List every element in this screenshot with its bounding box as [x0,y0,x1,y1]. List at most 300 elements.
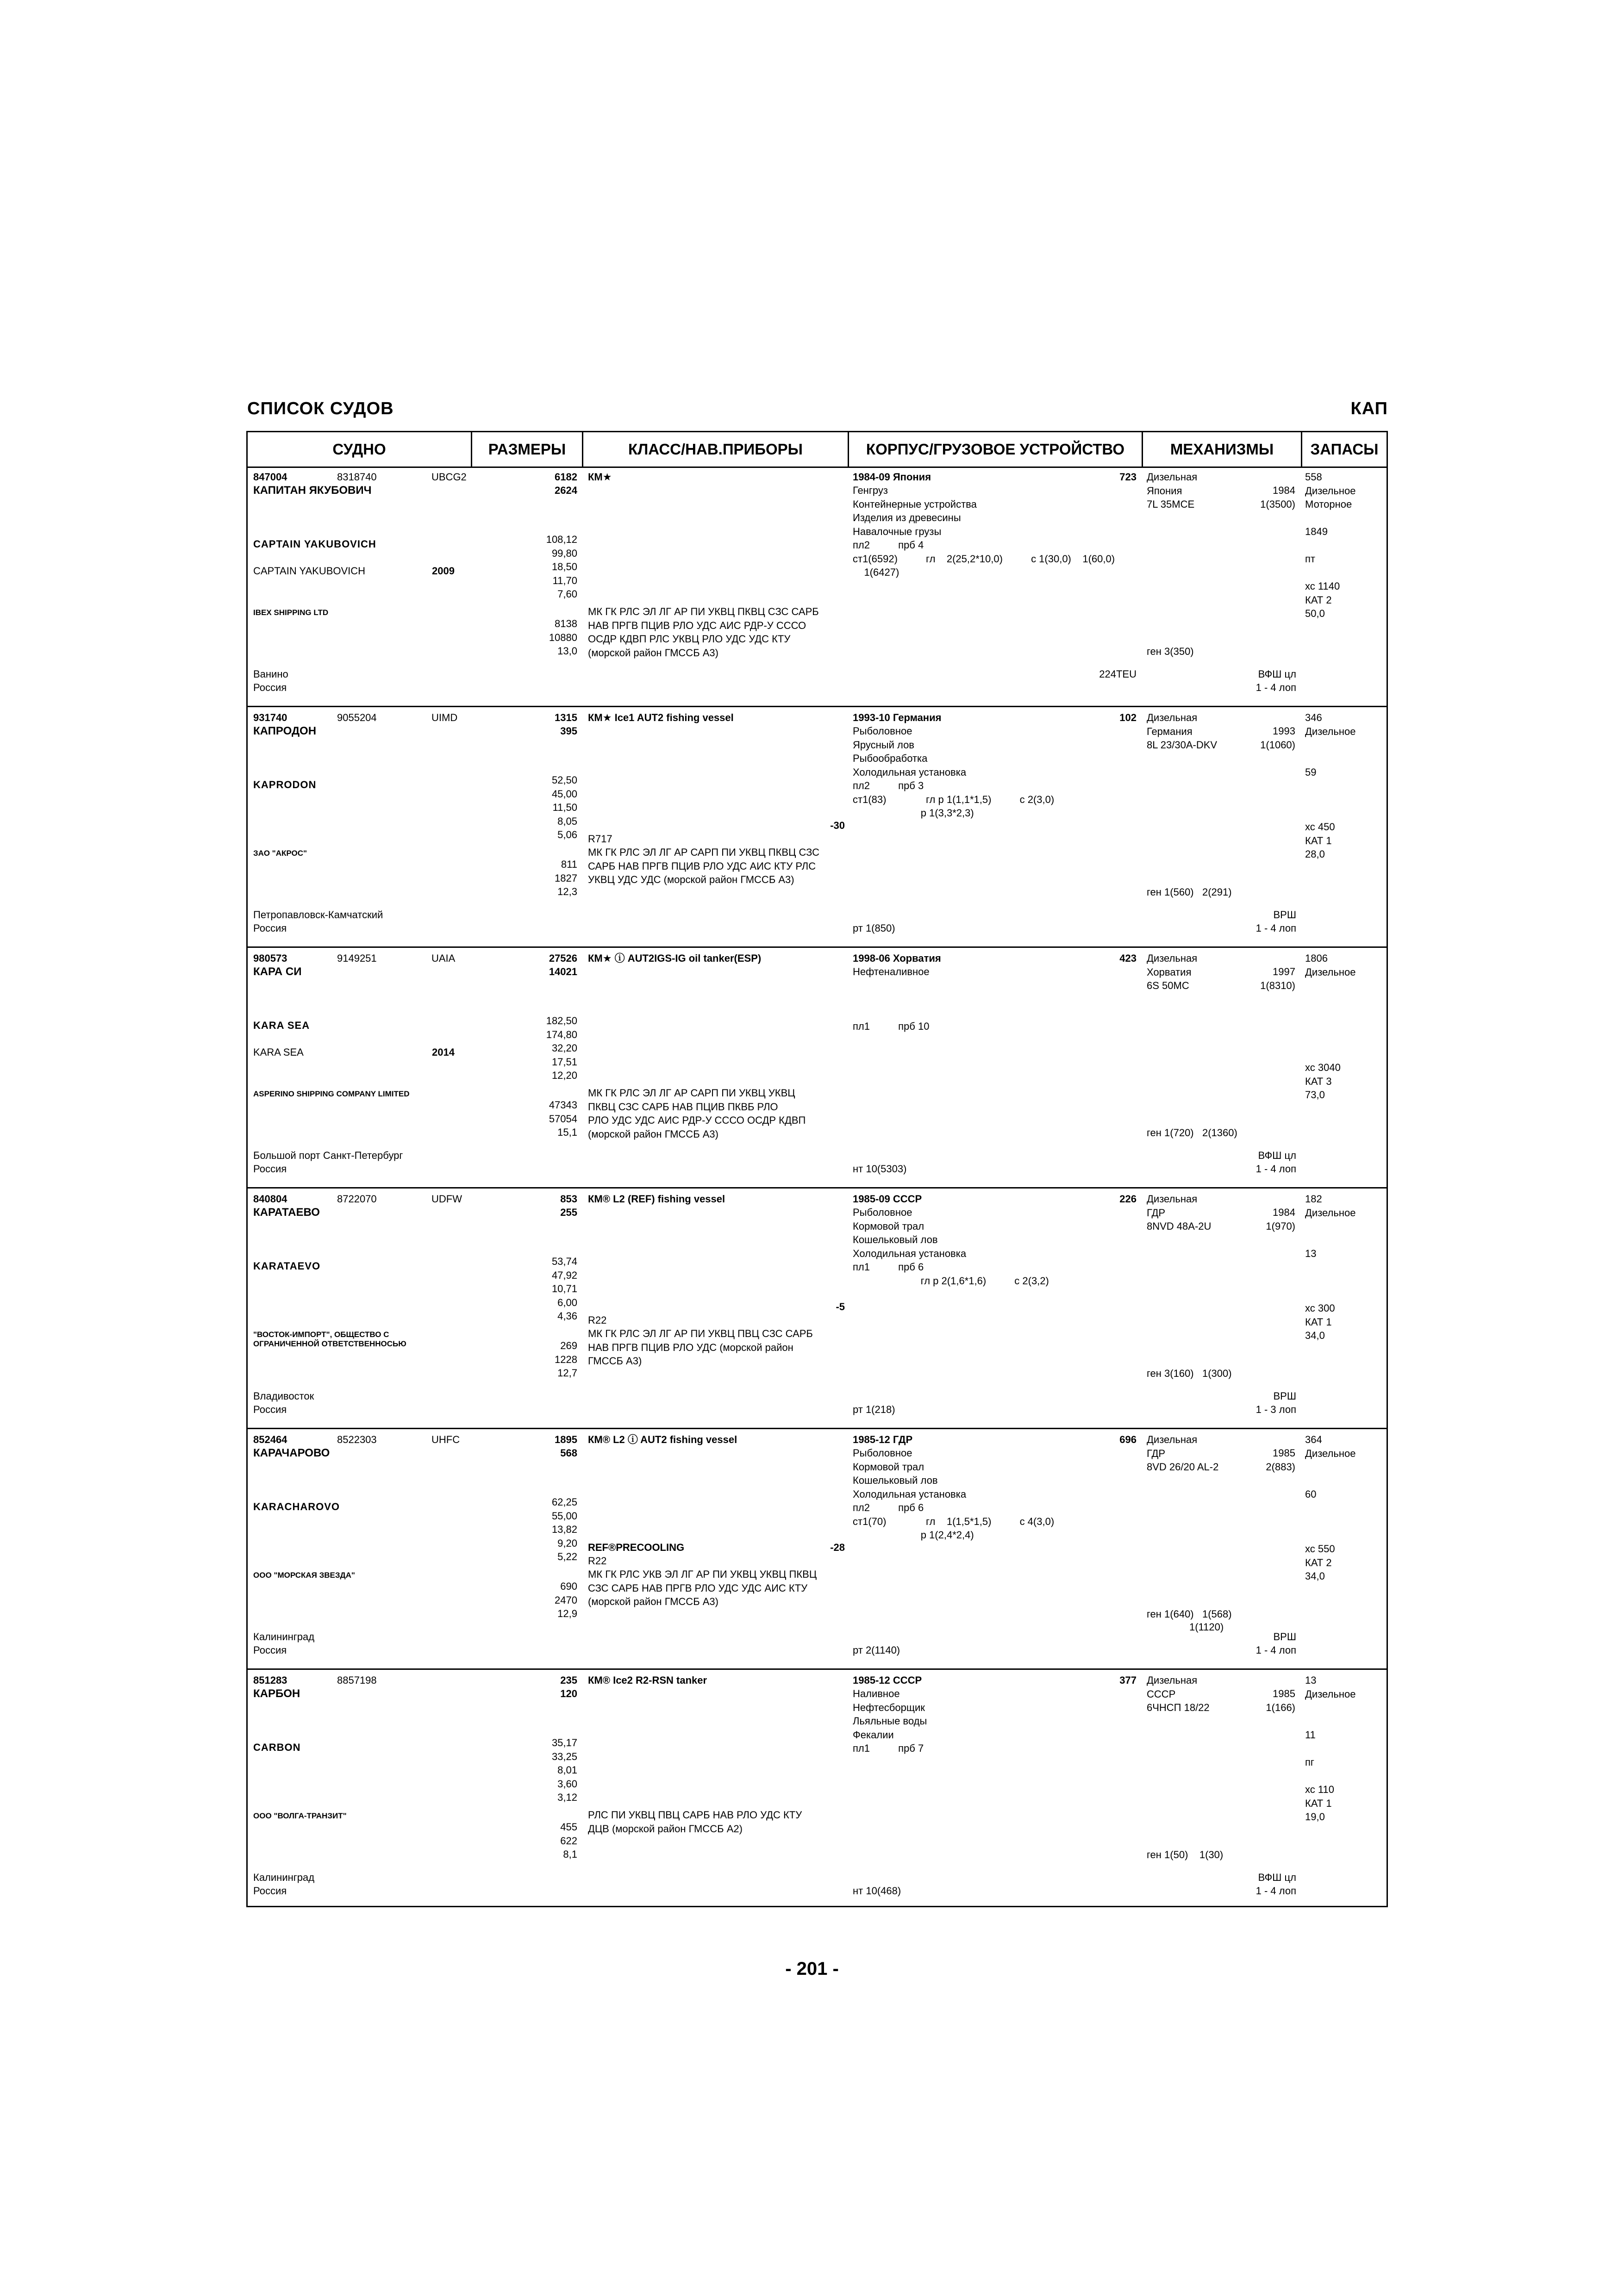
cargo-pumps: рт 1(218) [853,1404,895,1415]
port: Калининград [253,1872,315,1883]
text-line: хс 3040 [1305,1062,1341,1073]
cargo-pumps: нт 10(5303) [853,1163,907,1175]
nav-equipment [588,1808,802,1836]
owner: IBEX SHIPPING LTD [253,608,329,617]
text-line [1305,1233,1355,1247]
text-line: 5,22 [557,1551,577,1562]
net-tonnage: 14021 [549,966,577,977]
gross-tonnage: 27526 [549,952,577,964]
reg-number: 852464 [253,1434,287,1445]
engine-power: 1(970) [1266,1220,1295,1232]
former-name: CAPTAIN YAKUBOVICH [253,565,366,577]
page-title: СПИСОК СУДОВ [247,399,394,418]
page-number: - 201 - [785,1959,839,1979]
text-line: 174,80 [546,1028,577,1040]
text-line: (морской район ГМССБ А3) [588,647,718,659]
hull-cargo [853,1206,1049,1301]
text-line: 13,82 [551,1524,577,1535]
text-line: ГДР [1147,1207,1166,1219]
text-line: гл р 2(1,6*1,6) с 2(3,2) [853,1275,1049,1287]
text-line: ГДР [1147,1447,1166,1459]
text-line: Япония [1147,485,1182,497]
text-line: 455 [560,1821,577,1833]
text-line: 32,20 [551,1042,577,1054]
text-line: 2470 [555,1594,577,1606]
text-line [1305,511,1355,525]
text-line [853,1288,1049,1301]
text-line: Дизельное [1305,1688,1356,1700]
text-line [1305,1769,1355,1783]
class-notation: КМ® Ice2 R2-RSN tanker [588,1674,707,1686]
text-line: хс 550 [1305,1543,1335,1555]
generators: ген 1(720) 2(1360) [1147,1127,1237,1139]
hull-cargo [853,1687,927,1783]
text-line: ст1(70) гл 1(1,5*1,5) с 4(3,0) [853,1515,1055,1527]
build-code: 696 [1119,1434,1137,1445]
gross-tonnage: 1895 [555,1434,577,1445]
callsign: UDFW [431,1193,462,1205]
imo-number: 8522303 [337,1434,377,1445]
text-line: хс 300 [1305,1302,1335,1314]
text-line: 8,1 [563,1848,577,1860]
text-line [1305,1742,1355,1756]
text-line: КАТ 2 [1305,1556,1332,1568]
ship-entry [248,1429,1387,1670]
text-line: ДЦВ (морской район ГМССБ А2) [588,1823,743,1835]
country: Россия [253,682,287,693]
text-line: 13 [1305,1248,1317,1259]
text-line: КАТ 1 [1305,1797,1332,1809]
text-line: р 1(3,3*2,3) [853,807,974,819]
text-line: 1849 [1305,526,1328,537]
country: Россия [253,1163,287,1175]
text-line [853,1047,930,1061]
ship-name-latin: KARA SEA [253,1020,310,1031]
engine-info [1147,1433,1218,1474]
stores [1305,711,1355,861]
text-line: 6,00 [557,1296,577,1308]
text-line: 57054 [549,1113,577,1125]
text-line: Кошельковый лов [853,1234,938,1245]
stores [1305,1433,1355,1583]
text-line [853,1755,927,1769]
generators: ген 3(350) [1147,646,1194,657]
text-line: Дизельная [1147,1193,1198,1205]
text-line [1305,1529,1355,1543]
ice-note: -5 [836,1301,845,1313]
nav-equipment [588,1086,806,1141]
engine-year: 1985 [1273,1688,1295,1699]
owner: ООО "ВОЛГА-ТРАНЗИТ" [253,1811,347,1820]
text-line: 3,12 [557,1792,577,1803]
text-line: 8VD 26/20 AL-2 [1147,1461,1219,1473]
text-line: Фекалии [853,1729,894,1741]
text-line: НАВ ПРГВ ПЦИВ РЛО УДС АИС РДР-У СССО [588,619,806,631]
port: Ванино [253,668,288,680]
text-line: 53,74 [551,1256,577,1267]
text-line: 182 [1305,1193,1322,1205]
text-line: Хорватия [1147,966,1192,978]
former-year: 2009 [432,565,455,577]
text-line [1305,1701,1355,1715]
dimensions [471,533,577,601]
text-line: 690 [560,1580,577,1592]
ship-entry [248,467,1387,707]
build-code: 226 [1119,1193,1137,1205]
text-line [1305,539,1355,553]
refrig-class: REF®PRECOOLING [588,1542,685,1553]
text-line: Льяльные воды [853,1715,927,1727]
text-line [1305,793,1355,807]
text-line: пл1 прб 10 [853,1020,930,1032]
text-line: Дизельное [1305,485,1356,497]
text-line: 10880 [549,631,577,643]
callsign: UHFC [431,1434,460,1445]
refrigerant: R22 [588,1314,607,1326]
text-line: Холодильная установка [853,1247,967,1259]
text-line: Моторное [1305,498,1352,510]
hull-cargo [853,484,1115,579]
engine-year: 1985 [1273,1447,1295,1459]
text-line: 4,36 [557,1310,577,1322]
propeller: ВФШ цл [1258,1150,1296,1161]
build-info: 1984-09 Япония [853,471,931,483]
text-line [853,1033,930,1047]
text-line: Холодильная установка [853,1488,967,1500]
text-line: 8NVD 48A-2U [1147,1220,1212,1232]
imo-number: 8318740 [337,471,377,483]
engine-power: 1(166) [1266,1702,1295,1713]
former-year: 2014 [432,1046,455,1058]
ice-note: -28 [830,1542,845,1553]
ship-name: КАРАТАЕВО [253,1206,320,1219]
text-line: Рыбообработка [853,753,928,764]
text-line: 33,25 [551,1750,577,1762]
build-info: 1985-12 СССР [853,1674,922,1686]
ship-name-latin: CARBON [253,1742,301,1753]
text-line: ст1(6592) гл 2(25,2*10,0) с 1(30,0) 1(60,0) [853,553,1115,565]
text-line: 5,06 [557,829,577,840]
engine-power: 1(8310) [1260,980,1295,991]
propeller-blades: 1 - 4 лоп [1255,682,1296,693]
nav-equipment [588,846,819,887]
class-notation: КМ★ Ice1 AUT2 fishing vessel [588,712,734,723]
text-line: 50,0 [1305,608,1325,619]
header-stores: ЗАПАСЫ [1301,432,1387,467]
text-line [1305,752,1355,766]
ship-name: КАПРОДОН [253,725,317,737]
propeller: ВРШ [1273,1631,1296,1643]
text-line: 47343 [549,1099,577,1111]
ship-name-latin: KARATAEVO [253,1260,321,1272]
class-notation: КМ® L2 ⓘ AUT2 fishing vessel [588,1434,737,1445]
text-line: 45,00 [551,788,577,800]
text-line: хс 1140 [1305,580,1340,592]
dimensions [471,1014,577,1083]
reg-number: 840804 [253,1193,287,1205]
text-line: 62,25 [551,1496,577,1508]
text-line: 73,0 [1305,1089,1325,1101]
engine-info [1147,470,1197,511]
cargo-extra: 224TEU [1099,668,1137,680]
deadweight [471,1820,577,1861]
text-line: КАТ 1 [1305,834,1332,846]
engine-info [1147,952,1197,993]
text-line [1305,1220,1355,1233]
text-line: Кошельковый лов [853,1475,938,1486]
nav-equipment [588,1568,817,1609]
text-line: СЗС САРБ НАВ ПРГВ РЛО УДС УДС АИС КТУ [588,1582,808,1594]
imo-number: 9055204 [337,712,377,723]
text-line: РЛС ПИ УКВЦ ПВЦ САРБ НАВ РЛО УДС КТУ [588,1809,802,1821]
text-line: Дизельная [1147,1674,1198,1686]
build-code: 423 [1119,952,1137,964]
text-line: Наливное [853,1688,900,1699]
ship-name: КАРБОН [253,1687,300,1700]
stores [1305,1674,1355,1824]
ship-name: КАРА СИ [253,965,302,978]
ship-entry [248,1188,1387,1429]
engine-power: 2(883) [1266,1461,1295,1473]
build-info: 1993-10 Германия [853,712,942,723]
text-line: Дизельное [1305,966,1356,978]
owner: ЗАО "АКРОС" [253,849,307,858]
text-line [1305,993,1355,1007]
table-header [248,432,1387,468]
text-line: пл2 прб 4 [853,539,924,551]
text-line: 7L 35MCE [1147,498,1195,510]
ship-name-latin: KAPRODON [253,779,317,790]
text-line: УКВЦ УДС УДС (морской район ГМССБ А3) [588,874,794,885]
deadweight [471,858,577,899]
stores [1305,470,1355,621]
reg-number: 980573 [253,952,287,964]
text-line: ГМССБ А3) [588,1355,642,1367]
text-line: пл1 прб 7 [853,1742,924,1754]
text-line [1305,1033,1355,1047]
text-line: МК ГК РЛС ЭЛ ЛГ АР САРП ПИ УКВЦ УКВЦ [588,1087,795,1099]
text-line: ст1(83) гл р 1(1,1*1,5) с 2(3,0) [853,793,1055,805]
class-notation: КМ★ ⓘ AUT2IGS-IG oil tanker(ESP) [588,952,762,964]
propeller-blades: 1 - 4 лоп [1255,1885,1296,1897]
propeller: ВРШ [1273,1390,1296,1402]
text-line: Дизельное [1305,725,1356,737]
text-line: 8138 [555,618,577,629]
text-line: 6S 50MC [1147,980,1189,991]
text-line [1305,738,1355,752]
deadweight [471,617,577,658]
text-line [853,1769,927,1783]
deadweight [471,1580,577,1621]
text-line: р 1(2,4*2,4) [853,1529,974,1541]
text-line: 59 [1305,766,1317,778]
dimensions [471,1736,577,1804]
engine-info [1147,711,1217,752]
text-line: Дизельная [1147,471,1198,483]
gross-tonnage: 1315 [555,712,577,723]
text-line: 346 [1305,712,1322,723]
text-line: МК ГК РЛС ЭЛ ЛГ АР САРП ПИ УКВЦ ПКВЦ СЗС [588,846,820,858]
text-line: пл2 прб 3 [853,780,924,791]
cargo-pumps: нт 10(468) [853,1885,901,1897]
generators: ген 1(50) 1(30) [1147,1849,1224,1860]
propeller: ВФШ цл [1258,1872,1296,1883]
text-line [1305,1715,1355,1729]
text-line: Кормовой трал [853,1220,924,1232]
engine-year: 1997 [1273,966,1295,977]
text-line: Рыболовное [853,1447,912,1459]
cargo-pumps: рт 2(1140) [853,1644,900,1656]
text-line: МК ГК РЛС ЭЛ ЛГ АР ПИ УКВЦ ПКВЦ СЗС САРБ [588,606,819,617]
text-line: 1228 [555,1353,577,1365]
dimensions [471,773,577,842]
country: Россия [253,922,287,934]
header-ship: СУДНО [332,441,386,458]
text-line: 6ЧНСП 18/22 [1147,1702,1210,1713]
callsign: UBCG2 [431,471,467,483]
text-line [853,992,930,1006]
ship-name: КАПИТАН ЯКУБОВИЧ [253,484,372,497]
text-line [1305,1288,1355,1302]
text-line: 7,60 [557,588,577,600]
text-line: 12,3 [557,886,577,897]
text-line: 10,71 [551,1283,577,1294]
text-line: 15,1 [557,1126,577,1138]
text-line: САРБ НАВ ПРГВ ПЦИВ РЛО УДС АИС КТУ РЛС [588,860,816,872]
text-line: пл1 прб 6 [853,1261,924,1273]
refrigerant: R22 [588,1555,607,1567]
ship-entry [248,1670,1387,1910]
nav-equipment [588,605,819,660]
text-line: 52,50 [551,774,577,786]
text-line: 35,17 [551,1737,577,1748]
build-code: 102 [1119,712,1137,723]
reg-number: 931740 [253,712,287,723]
text-line: (морской район ГМССБ А3) [588,1128,718,1140]
nav-equipment [588,1327,813,1368]
port: Большой порт Санкт-Петербург [253,1150,403,1161]
text-line: 11,50 [552,802,577,813]
former-name: KARA SEA [253,1046,304,1058]
text-line: пг [1305,1756,1314,1768]
country: Россия [253,1404,287,1415]
imo-number: 9149251 [337,952,377,964]
engine-year: 1993 [1273,725,1295,737]
text-line [853,1006,930,1020]
text-line: 182,50 [546,1015,577,1027]
text-line [1305,1020,1355,1034]
ship-name-latin: CAPTAIN YAKUBOVICH [253,538,376,550]
build-info: 1998-06 Хорватия [853,952,941,964]
header-hull: КОРПУС/ГРУЗОВОЕ УСТРОЙСТВО [848,432,1142,467]
dimensions [471,1255,577,1323]
text-line: ПКВЦ СЗС САРБ НАВ ПЦИВ ПКВБ РЛО [588,1101,778,1113]
generators: ген 1(560) 2(291) [1147,886,1232,898]
text-line: 12,9 [557,1608,577,1619]
text-line: 8,05 [557,815,577,827]
text-line: МК ГК РЛС УКВ ЭЛ ЛГ АР ПИ УКВЦ УКВЦ ПКВЦ [588,1568,817,1580]
text-line [853,979,930,993]
engine-power: 1(3500) [1260,498,1295,510]
gross-tonnage: 235 [560,1674,577,1686]
port: Петропавловск-Камчатский [253,909,383,921]
text-line: РЛО УДС УДС АИС РДР-У СССО ОСДР КДВП [588,1114,806,1126]
text-line: СССР [1147,1688,1176,1700]
propeller-blades: 1 - 3 лоп [1255,1404,1296,1415]
propeller: ВРШ [1273,909,1296,921]
hull-cargo [853,724,1054,820]
text-line: КАТ 1 [1305,1316,1332,1328]
gross-tonnage: 6182 [555,471,577,483]
ship-name: КАРАЧАРОВО [253,1447,330,1459]
text-line: Ярусный лов [853,739,914,751]
text-line: Генгруз [853,485,888,496]
ship-name-latin: KARACHAROVO [253,1501,340,1512]
reg-number: 847004 [253,471,287,483]
text-line: 47,92 [551,1269,577,1281]
class-notation: КМ★ [588,471,612,483]
text-line: 1(6427) [853,566,899,578]
engine-info [1147,1192,1211,1233]
generators: ген 3(160) 1(300) [1147,1368,1232,1379]
text-line: КАТ 3 [1305,1075,1332,1087]
text-line: Нефтесборщик [853,1701,925,1713]
text-line [1305,1047,1355,1061]
engine-year: 1984 [1273,1207,1295,1218]
ship-entry [248,707,1387,948]
ship-table [246,431,1388,1907]
text-line: пл2 прб 6 [853,1502,924,1513]
text-line: пт [1305,553,1315,565]
text-line: 108,12 [546,534,577,545]
text-line: 9,20 [557,1537,577,1549]
deadweight [471,1339,577,1380]
callsign: UAIA [431,952,456,964]
build-code: 723 [1119,471,1137,483]
text-line: Дизельная [1147,952,1198,964]
text-line: КАТ 2 [1305,594,1332,606]
build-code: 377 [1119,1674,1137,1686]
text-line: хс 110 [1305,1784,1334,1795]
text-line: Холодильная установка [853,766,967,778]
engine-year: 1984 [1273,485,1295,496]
cargo-pumps: рт 1(850) [853,922,895,934]
propeller: ВФШ цл [1258,668,1296,680]
country: Россия [253,1885,287,1897]
propeller-blades: 1 - 4 лоп [1255,922,1296,934]
text-line: 17,51 [551,1056,577,1068]
hull-cargo [853,965,930,1061]
text-line: Германия [1147,725,1193,737]
net-tonnage: 255 [560,1207,577,1218]
text-line [1305,1460,1355,1474]
text-line: Рыболовное [853,725,912,737]
engine-power: 1(1060) [1260,739,1295,751]
text-line: Дизельная [1147,712,1198,723]
text-line: Навалочные грузы [853,525,942,537]
text-line: 1806 [1305,952,1328,964]
text-line: МК ГК РЛС ЭЛ ЛГ АР ПИ УКВЦ ПВЦ СЗС САРБ [588,1328,813,1339]
text-line: 13 [1305,1674,1317,1686]
text-line: 269 [560,1340,577,1351]
reg-number: 851283 [253,1674,287,1686]
text-line: 558 [1305,471,1322,483]
text-line: 11,70 [552,574,577,586]
text-line [1305,1261,1355,1275]
text-line: Изделия из древесины [853,512,961,523]
net-tonnage: 2624 [555,485,577,496]
net-tonnage: 120 [560,1688,577,1699]
